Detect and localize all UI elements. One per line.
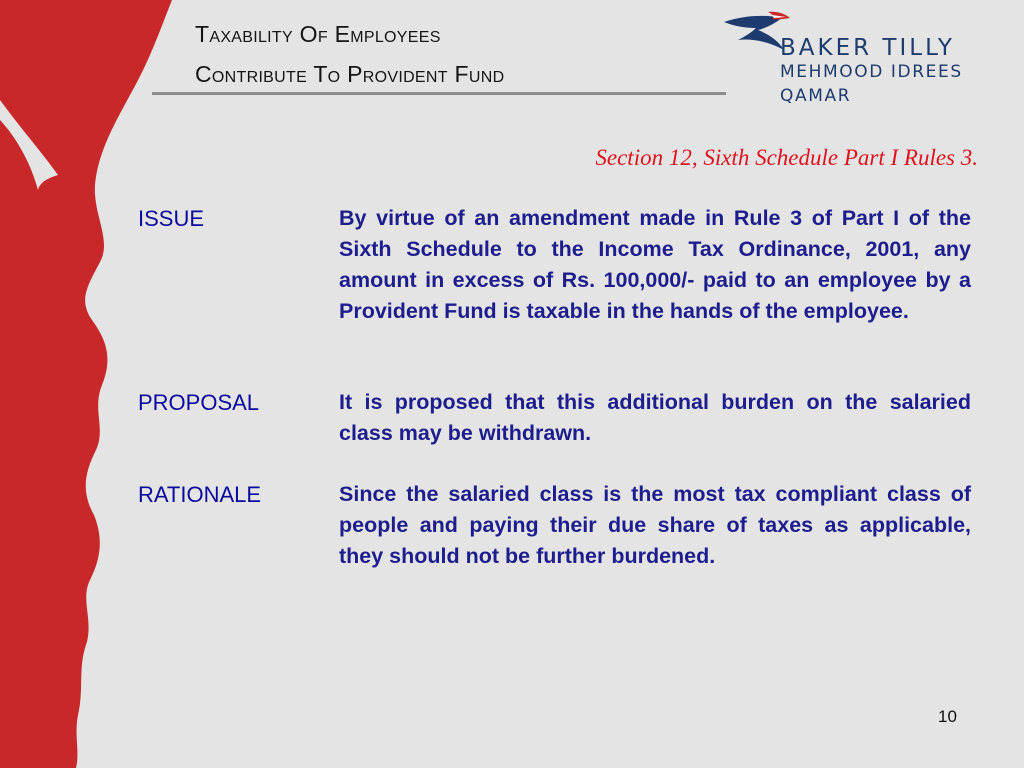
title-line-1: Taxability Of Employees xyxy=(195,21,441,47)
proposal-text: It is proposed that this additional burden on the salaried class may be withdrawn. xyxy=(339,390,971,445)
company-logo xyxy=(722,10,1012,115)
issue-text: By virtue of an amendment made in Rule 3 of Part I of the Sixth Schedule to the Income Tax Ordinance, 2001, any amount in excess of Rs. 100,000/- paid to an employee by a Provident Fund is taxable in the hands of the employee. xyxy=(339,206,971,323)
title-line-2: Contribute To Provident Fund xyxy=(195,61,505,87)
logo-wordmark xyxy=(780,36,963,108)
logo-line-1: BAKER TILLY xyxy=(780,35,955,61)
logo-line-3: QAMAR xyxy=(780,86,852,106)
rationale-label: RATIONALE xyxy=(138,482,262,507)
logo-line-2: MEHMOOD IDREES xyxy=(780,62,963,82)
section-reference: Section 12, Sixth Schedule Part I Rules 3. xyxy=(595,145,978,170)
slide-title xyxy=(195,14,735,94)
title-underline xyxy=(152,92,726,95)
rationale-text: Since the salaried class is the most tax compliant class of people and paying their due share of taxes as applicable, they should not be further burdened. xyxy=(339,482,971,568)
page-number: 10 xyxy=(938,707,957,726)
issue-label: ISSUE xyxy=(138,206,205,231)
proposal-label: PROPOSAL xyxy=(138,390,260,415)
